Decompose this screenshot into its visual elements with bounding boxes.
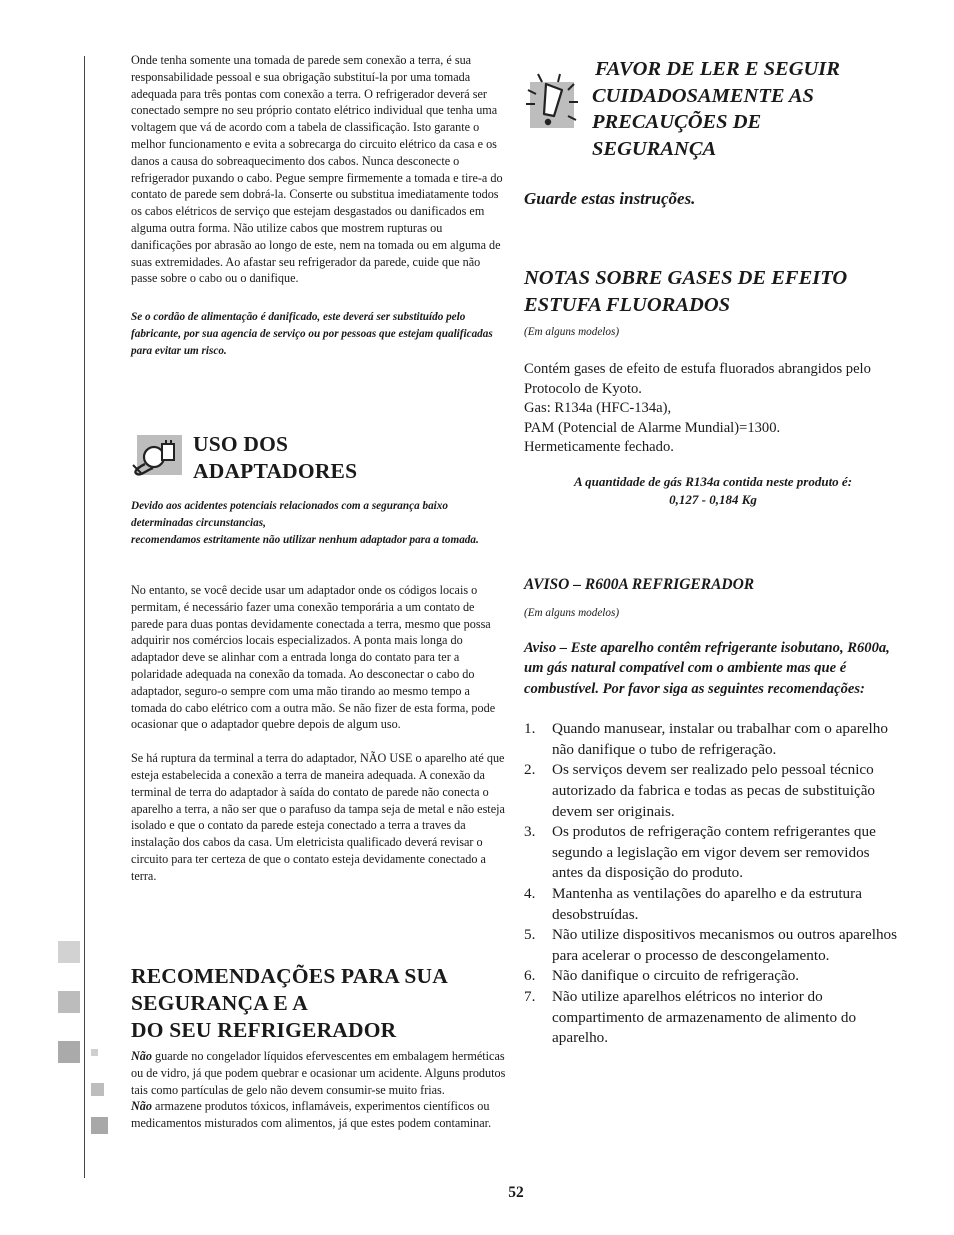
margin-square bbox=[58, 941, 80, 963]
gas-quantity-line2: 0,127 - 0,184 Kg bbox=[669, 492, 757, 508]
safety-header-line2: CUIDADOSAMENTE AS bbox=[592, 84, 814, 107]
aviso-list-item bbox=[524, 884, 902, 925]
adapters-warning-line2: recomendamos estritamente não utilizar nenhum adaptador para a tomada. bbox=[131, 534, 479, 546]
aviso-list-item-text: Quando manusear, instalar ou trabalhar com o aparelho não danifique o tubo de refrigeração. bbox=[552, 720, 888, 758]
aviso-list-item-number: 7. bbox=[524, 987, 536, 1005]
gas-notes-line1: Contém gases de efeito de estufa fluorados abrangidos pelo bbox=[524, 361, 871, 377]
gas-notes-section bbox=[524, 265, 902, 510]
aviso-list-item-number: 6. bbox=[524, 967, 536, 985]
page-number: 52 bbox=[508, 1184, 524, 1201]
keep-instructions bbox=[524, 188, 902, 210]
aviso-list-item-number: 4. bbox=[524, 884, 536, 902]
aviso-intro: Aviso – Este aparelho contêm refrigerante isobutano, R600a, um gás natural compatível com o ambiente mas que é combustível. Por favor siga as seguintes recomendações: bbox=[524, 640, 890, 697]
warning-exclamation-icon bbox=[524, 72, 580, 132]
adapters-paragraph-2: Se há ruptura da terminal a terra do adaptador, NÃO USE o aparelho até que esteja estabelecida a conexão a terra de maneira adequada. A conexão da terminal de terra do adaptador à saída do contato de parede não conecta o aparelho a terra, a não ser que o parafuso da tampa seja de metal e não esteja isolado e que o contato da parede esteja conectado a terra a traves da instalação dos cabos da casa. Um eletricista qualificado deverá revisar o circuito para ter certeza de que o contato esteja devidamente conectado a terra. bbox=[131, 751, 505, 883]
adapters-paragraph-1: No entanto, se você decide usar um adaptador onde os códigos locais o permitam, é necessário fazer uma conexão temporária a um contato de parede para duas pontas devidamente conectada a terra, mesmo que possa adquirir nos comércios locais especializados. A ponta mais longa do adaptador deve se alinhar com a entrada longa do contato para ter a polaridade adequada na conexão da tomada. Ao desconectar o cabo do adaptador, seguro-o sempre com uma mão tirando ao mesmo tempo a tomada do cabo elétrico com a outra mão. Se não fizer de esta forma, pode ocasionar que o adaptador quebre depois de algum uso. bbox=[131, 583, 496, 732]
safety-header-line4: SEGURANÇA bbox=[592, 137, 717, 160]
aviso-list-item-text: Não utilize dispositivos mecanismos ou outros aparelhos para acelerar o processo de descongelamento. bbox=[552, 926, 898, 964]
aviso-list bbox=[524, 719, 902, 1049]
adapters-warning-line1: Devido aos acidentes potenciais relacionados com a segurança baixo determinadas circunstancias, bbox=[131, 500, 448, 529]
gas-notes-title-line2: ESTUFA FLUORADOS bbox=[524, 293, 731, 316]
adapters-section bbox=[131, 498, 506, 885]
gas-notes-some-models: (Em alguns modelos) bbox=[524, 326, 620, 338]
intro-paragraph: Onde tenha somente una tomada de parede sem conexão a terra, é sua responsabilidade pessoal e sua obrigação substituí-la por uma tomada adequada para três pontas com conexão a terra. O refrigerador deverá ser conectado sempre no seu próprio contato elétrico individual que tenha uma voltagem que vá de acordo com a tabela de classificação. Isto garante o melhor funcionamento e evita a sobrecarga do circuito elétrico da casa e os danos a causa do sobreaquecimento dos cabos. Nunca desconecte o refrigerador puxando o cabo. Pegue sempre firmemente a tomada e tire-a do contato de parede sem dobrá-la. Conserte ou substitua imediatamente todos os cabos elétricos de serviço que estejam desgastados ou danificados em alguma outra forma. Não utilize cabos que mostrem rupturas ou danificações por abrasão ao longo de este, nem na tomada ou em alguma de suas extremidades. Ao afastar seu refrigerador da parede, cuide que não passe sobre o cabo ou o danifique. bbox=[131, 53, 503, 286]
aviso-section bbox=[524, 575, 902, 1049]
margin-square bbox=[58, 991, 80, 1013]
recommendation-item-1 bbox=[131, 1048, 511, 1098]
aviso-title: AVISO – R600A REFRIGERADOR bbox=[524, 576, 755, 593]
gas-quantity-line1: A quantidade de gás R134a contida neste produto é: bbox=[573, 473, 853, 489]
plug-adapter-icon bbox=[131, 434, 183, 476]
keep-instructions-text: Guarde estas instruções. bbox=[524, 189, 696, 208]
cord-warning: Se o cordão de alimentação é danificado, este deverá ser substituído pelo fabricante, por sua agencia de serviço ou por pessoas que estejam qualificadas para evitar um risco. bbox=[131, 311, 493, 358]
aviso-some-models: (Em alguns modelos) bbox=[524, 607, 620, 619]
recommendations-title-line3: DO SEU REFRIGERADOR bbox=[131, 1018, 397, 1042]
gas-notes-title-line1: NOTAS SOBRE GASES DE EFEITO bbox=[524, 267, 848, 289]
recommendations-title-line1: RECOMENDAÇÕES PARA SUA bbox=[131, 964, 448, 988]
aviso-list-item-text: Os serviços devem ser realizado pelo pessoal técnico autorizado da fabrica e todas as pecas de substituição devem ser originais. bbox=[552, 761, 876, 820]
recommendation-item-2 bbox=[131, 1098, 511, 1132]
recommendations-title-line2: SEGURANÇA E A bbox=[131, 991, 309, 1015]
aviso-list-item bbox=[524, 966, 902, 987]
recommendations-section bbox=[131, 963, 511, 1132]
aviso-list-item bbox=[524, 719, 902, 760]
aviso-list-item-number: 5. bbox=[524, 926, 536, 944]
gas-notes-line2: Protocolo de Kyoto. bbox=[524, 380, 642, 397]
recommendation-item-2-text: armazene produtos tóxicos, inflamáveis, experimentos científicos ou medicamentos misturados com alimentos, já que estes podem contaminar. bbox=[131, 1099, 492, 1131]
aviso-list-item bbox=[524, 987, 902, 1049]
adapters-title-line1: USO DOS bbox=[193, 432, 289, 456]
safety-header-line3: PRECAUÇÕES DE bbox=[592, 111, 762, 133]
aviso-list-item-number: 2. bbox=[524, 761, 536, 779]
aviso-list-item bbox=[524, 822, 902, 884]
recommendation-item-1-text: guarde no congelador líquidos efervescentes em embalagem herméticas ou de vidro, já que podem quebrar e ocasionar um acidente. Alguns produtos tais como partículas de gelo não devem consumir-se muito frias. bbox=[131, 1049, 506, 1097]
left-column bbox=[131, 52, 506, 360]
aviso-list-item-text: Mantenha as ventilações do aparelho e da estrutura desobstruídas. bbox=[552, 884, 862, 923]
adapters-title bbox=[193, 431, 493, 485]
gas-notes-line4: PAM (Potencial de Alarme Mundial)=1300. bbox=[524, 419, 781, 436]
margin-square-small bbox=[91, 1083, 104, 1096]
gas-notes-body bbox=[524, 360, 902, 458]
margin-square-small bbox=[91, 1049, 98, 1056]
aviso-list-item-text: Os produtos de refrigeração contem refrigerantes que segundo a legislação em vigor devem ser removidos antes da disposição do produto. bbox=[552, 823, 876, 882]
aviso-list-item bbox=[524, 760, 902, 822]
gas-notes-line3: Gas: R134a (HFC-134a), bbox=[524, 400, 672, 417]
recommendation-item-1-lead: Não bbox=[131, 1049, 152, 1063]
aviso-list-item-text: Não danifique o circuito de refrigeração. bbox=[552, 967, 800, 985]
adapters-title-line2: ADAPTADORES bbox=[193, 459, 358, 483]
aviso-list-item-text: Não utilize aparelhos elétricos no interior do compartimento de armazenamento de alimento do aparelho. bbox=[552, 987, 857, 1047]
safety-header-line1: FAVOR DE LER E SEGUIR bbox=[595, 58, 840, 80]
margin-rule bbox=[84, 56, 85, 1178]
safety-header bbox=[592, 56, 902, 162]
margin-square-small bbox=[91, 1117, 108, 1134]
margin-square bbox=[58, 1041, 80, 1063]
recommendation-item-2-lead: Não bbox=[131, 1099, 152, 1114]
gas-notes-line5: Hermeticamente fechado. bbox=[524, 439, 674, 456]
aviso-list-item bbox=[524, 925, 902, 966]
gas-quantity bbox=[524, 473, 902, 510]
aviso-list-item-number: 1. bbox=[524, 720, 536, 738]
aviso-list-item-number: 3. bbox=[524, 823, 536, 841]
